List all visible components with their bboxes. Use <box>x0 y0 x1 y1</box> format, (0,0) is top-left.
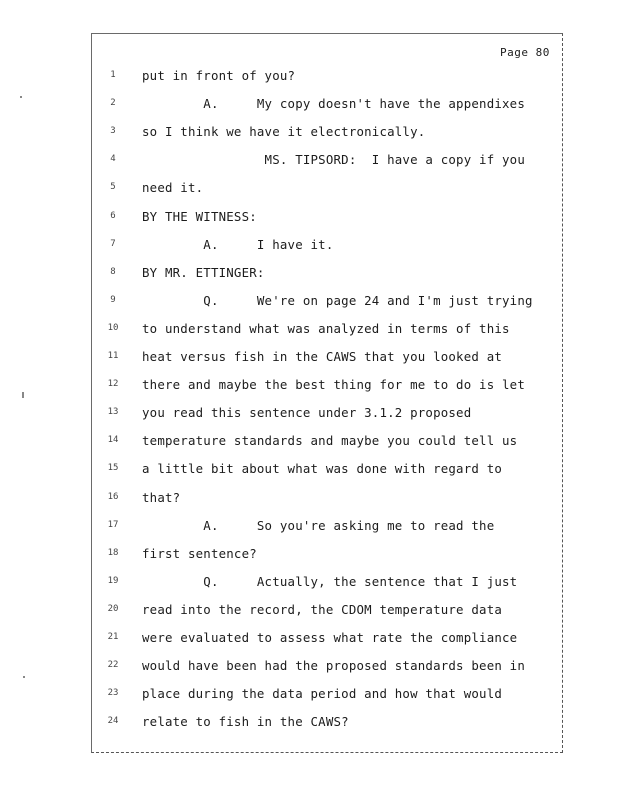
line-number: 24 <box>107 716 119 727</box>
transcript-line: need it. <box>142 180 204 196</box>
line-number: 13 <box>107 407 119 418</box>
line-number: 19 <box>107 575 119 586</box>
scan-speck <box>22 392 24 398</box>
transcript-line: relate to fish in the CAWS? <box>142 714 349 730</box>
line-number: 20 <box>107 603 119 614</box>
line-number: 12 <box>107 379 119 390</box>
line-number: 18 <box>107 547 119 558</box>
page-number: Page 80 <box>500 46 550 59</box>
transcript-line: that? <box>142 489 181 505</box>
line-number: 2 <box>110 98 116 109</box>
transcript-line: put in front of you? <box>142 68 296 83</box>
transcript-line: read into the record, the CDOM temperature data <box>142 601 503 617</box>
transcript-line: BY MR. ETTINGER: <box>142 264 265 280</box>
scan-speck <box>23 676 25 678</box>
line-number: 11 <box>107 351 119 361</box>
transcript-line: to understand what was analyzed in terms of this <box>142 320 510 336</box>
line-number: 10 <box>107 322 119 333</box>
line-number: 23 <box>107 688 119 699</box>
line-number: 21 <box>107 632 119 642</box>
transcript-line: Q. Actually, the sentence that I just <box>142 573 518 589</box>
line-number: 9 <box>110 294 116 305</box>
transcript-line: place during the data period and how that would <box>142 686 503 702</box>
transcript-line: A. I have it. <box>142 236 334 252</box>
transcript-line: temperature standards and maybe you could tell us <box>142 433 518 449</box>
transcript-line: there and maybe the best thing for me to do is let <box>142 377 525 393</box>
line-number: 6 <box>110 210 116 221</box>
transcript-line: A. So you're asking me to read the <box>142 517 495 533</box>
line-number: 14 <box>107 435 119 446</box>
line-number: 8 <box>110 266 116 277</box>
transcript-line: BY THE WITNESS: <box>142 208 257 224</box>
line-number: 5 <box>110 182 116 193</box>
transcript-page-frame <box>91 33 563 753</box>
line-number: 1 <box>110 70 116 80</box>
transcript-line: a little bit about what was done with regard to <box>142 461 503 477</box>
line-number: 4 <box>110 154 116 165</box>
transcript-line: MS. TIPSORD: I have a copy if you <box>142 152 525 168</box>
transcript-line: A. My copy doesn't have the appendixes <box>142 96 525 112</box>
transcript-line: first sentence? <box>142 545 257 561</box>
line-number: 15 <box>107 463 119 474</box>
line-number: 3 <box>110 126 116 137</box>
scan-speck <box>20 96 22 98</box>
line-number: 22 <box>107 660 119 671</box>
line-number: 16 <box>107 491 119 502</box>
transcript-line: would have been had the proposed standards been in <box>142 658 525 674</box>
line-number: 17 <box>107 519 119 530</box>
transcript-line: Q. We're on page 24 and I'm just trying <box>142 292 533 308</box>
transcript-line: you read this sentence under 3.1.2 proposed <box>142 405 472 421</box>
transcript-line: so I think we have it electronically. <box>142 124 426 140</box>
line-number: 7 <box>110 238 116 249</box>
transcript-line: were evaluated to assess what rate the compliance <box>142 630 518 645</box>
transcript-line: heat versus fish in the CAWS that you looked at <box>142 349 503 364</box>
